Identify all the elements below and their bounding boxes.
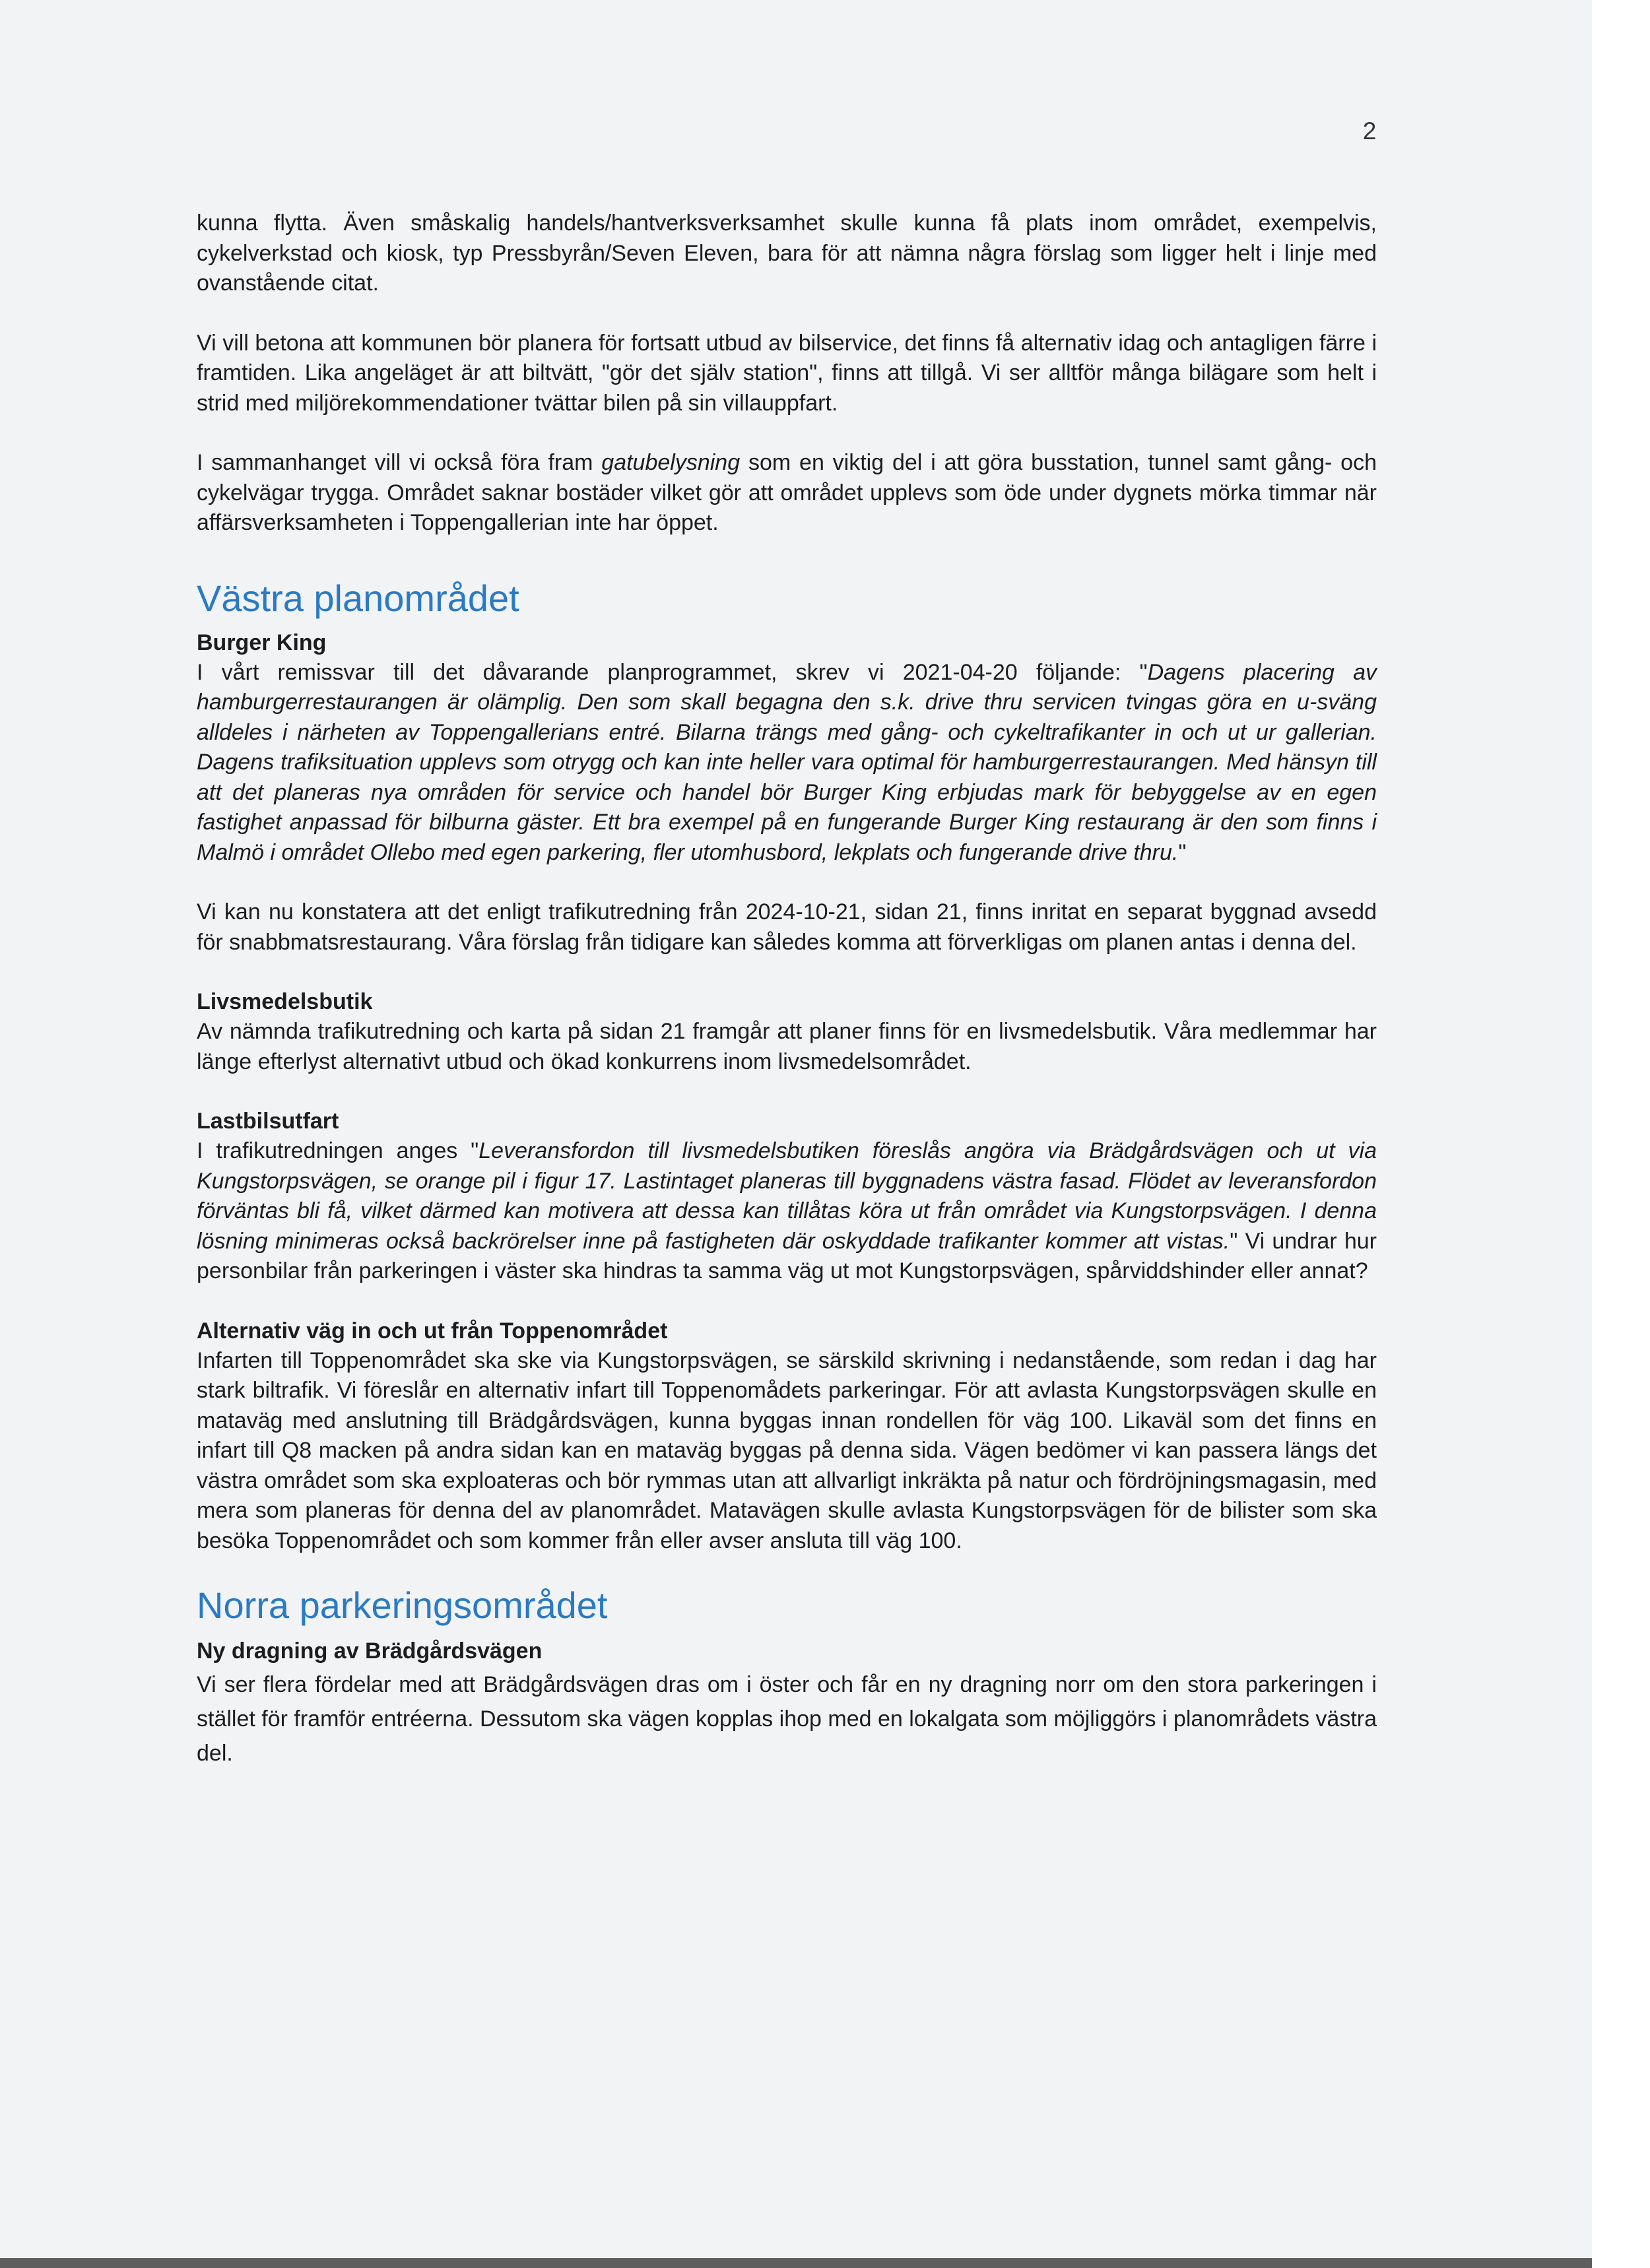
subheading-livsmedelsbutik: Livsmedelsbutik (197, 989, 373, 1014)
alternativ-vag-paragraph: Infarten till Toppenområdet ska ske via Kungstorpsvägen, se särskild skrivning i nedanstående, som redan i dag har stark biltrafik. Vi föreslår en alternativ infart till Toppenomådets parkeringar. För att avlasta Kungstorpsvägen skulle en mataväg med anslutning till Brädgårdsvägen, kunna byggas innan rondellen för väg 100. Likaväl som det finns en infart till Q8 macken på andra sidan kan en mataväg byggas på denna sida. Vägen bedömer vi kan passera längs det västra området som ska exploateras och bör rymmas utan att allvarligt inkräkta på natur och fördröjningsmagasin, med mera som planeras för denna del av planområdet. Matavägen skulle avlasta Kungstorpsvägen för de bilister som ska besöka Toppenområdet och som kommer från eller avser ansluta till väg 100. (197, 1347, 1377, 1553)
page-number: 2 (1362, 117, 1377, 145)
scan-edge-bar (0, 2258, 1592, 2268)
intro-paragraph-1: kunna flytta. Även småskalig handels/hantverksverksamhet skulle kunna få plats inom området, exempelvis, cykelverkstad och kiosk, typ Pressbyrån/Seven Eleven, bara för att nämna några förslag som ligger helt i linje med ovanstående citat. (197, 211, 1377, 296)
lastbilsutfart-intro: I trafikutredningen anges " (197, 1138, 479, 1163)
intro-paragraph-3 (197, 448, 1377, 538)
lastbilsutfart-quote: Leveransfordon till livsmedelsbutiken föreslås angöra via Brädgårdsvägen och ut via Kungstorpsvägen, se orange pil i figur 17. Lastintaget planeras till byggnadens västra fasad. Flödet av leveransfordon förväntas bli få, vilket därmed kan motivera att dessa kan tillåtas köra ut från området via Kungstorpsvägen. I denna lösning minimeras också backrörelser inne på fastigheten där oskyddade trafikanter kommer att vistas. (197, 1138, 1377, 1254)
burger-king-paragraph-1 (197, 658, 1377, 868)
burger-king-quote-end: " (1178, 839, 1187, 865)
burger-king-paragraph-2: Vi kan nu konstatera att det enligt trafikutredning från 2024-10-21, sidan 21, finns inritat en separat byggnad avsedd för snabbmatsrestaurang. Våra förslag från tidigare kan således komma att förverkligas om planen antas i denna del. (197, 899, 1377, 955)
intro-paragraph-3-text-end: som en viktig del i att göra busstation, tunnel samt gång- och cykelvägar trygga. Området saknar bostäder vilket gör att området upplevs som öde under dygnets mörka timmar när affärsverksamheten i Toppengallerian inte har öppet. (197, 450, 1377, 535)
livsmedelsbutik-paragraph: Av nämnda trafikutredning och karta på sidan 21 framgår att planer finns för en livsmedelsbutik. Våra medlemmar har länge efterlyst alternativt utbud och ökad konkurrens inom livsmedelsområdet. (197, 1019, 1377, 1074)
subheading-ny-dragning: Ny dragning av Brädgårdsvägen (197, 1638, 543, 1664)
scan-margin (1592, 0, 1650, 2268)
intro-paragraph-3-text: I sammanhanget vill vi också föra fram (197, 450, 602, 475)
subheading-alternativ-vag: Alternativ väg in och ut från Toppenområdet (197, 1318, 668, 1344)
burger-king-quote: Dagens placering av hamburgerrestaurangen är olämplig. Den som skall begagna den s.k. drive thru servicen tvingas göra en u-sväng alldeles i närheten av Toppengallerians entré. Bilarna trängs med gång- och cykeltrafikanter in och ut ur gallerian. Dagens trafiksituation upplevs som otrygg och kan inte heller vara optimal för hamburgerrestaurangen. Med hänsyn till att det planeras nya områden för service och handel bör Burger King erbjudas mark för bebyggelse av en egen fastighet anpassad för bilburna gäster. Ett bra exempel på en fungerande Burger King restaurang är den som finns i Malmö i området Ollebo med egen parkering, fler utomhusbord, lekplats och fungerande drive thru. (197, 659, 1377, 865)
emphasis-gatubelysning: gatubelysning (601, 450, 741, 475)
ny-dragning-paragraph: Vi ser flera fördelar med att Brädgårdsvägen dras om i öster och får en ny dragning norr om den stora parkeringen i stället för framför entréerna. Dessutom ska vägen kopplas ihop med en lokalgata som möjliggörs i planområdets västra del. (197, 1672, 1377, 1766)
lastbilsutfart-text-end: " Vi undrar hur personbilar från parkeringen i väster ska hindras ta samma väg ut mot Kungstorpsvägen, spårviddshinder eller annat? (197, 1228, 1377, 1283)
section-heading-vastra: Västra planområdet (197, 577, 519, 619)
document-body (197, 209, 1377, 1770)
section-heading-norra: Norra parkeringsområdet (197, 1584, 608, 1626)
burger-king-intro: I vårt remissvar till det dåvarande planprogrammet, skrev vi 2021-04-20 följande: " (197, 659, 1148, 685)
subheading-lastbilsutfart: Lastbilsutfart (197, 1109, 339, 1134)
lastbilsutfart-paragraph (197, 1136, 1377, 1287)
subheading-burger-king: Burger King (197, 630, 327, 655)
intro-paragraph-2: Vi vill betona att kommunen bör planera för fortsatt utbud av bilservice, det finns få alternativ idag och antagligen färre i framtiden. Lika angeläget är att biltvätt, "gör det själv station", finns att tillgå. Vi ser alltför många bilägare som helt i strid med miljörekommendationer tvättar bilen på sin villauppfart. (197, 330, 1377, 416)
